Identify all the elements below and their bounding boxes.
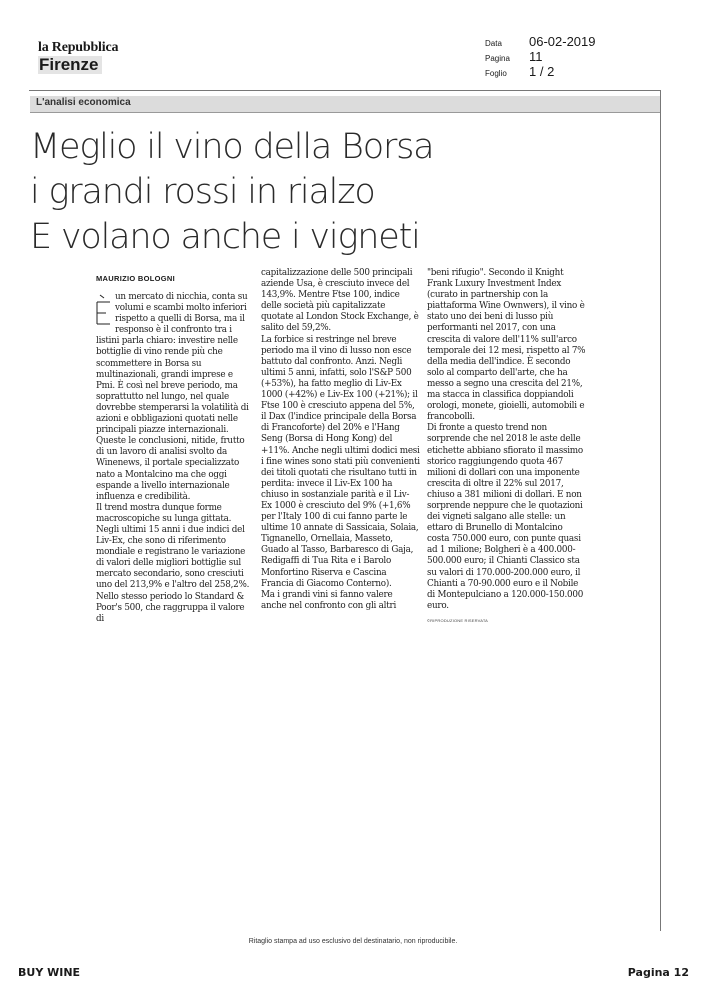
paragraph-text: un mercato di nicchia, conta su volumi e scambi molto inferiori rispetto a quelli di Borsa, ma il responso è il confronto tra i listini parla chiaro: investire nelle bottiglie di vino rende più che scommettere in Borsa su multinazionali, grandi imprese e Pmi. È così nel breve periodo, ma soprattutto nel lungo, nel quale dovrebbe stemperarsi la volatilità di azioni e obbligazioni quotati nelle principali piazze internazionali. <box>96 292 249 436</box>
headline-line-3: E volano anche i vigneti <box>30 217 420 257</box>
article-column-2 <box>261 268 420 612</box>
paragraph: Ma i grandi vini si fanno valere anche nel confronto con gli altri <box>261 589 397 611</box>
paragraph: La forbice si restringe nel breve periodo ma il vino di lusso non esce battuto dal confronto. Anzi. Negli ultimi 5 anni, infatti, solo l'S&P 500 (+53%), ha fatto meglio di Liv-Ex 1000 (+42%) e Liv-Ex 100 (+21%); il Ftse 100 è cresciuto appena del 5%, il Dax (l'indice principale della Borsa di Francoforte) del 20% e l'Hang Seng (Borsa di Hong Kong) del +11%. Anche negli ultimi dodici mesi i fine wines sono stati più convenienti dei titoli quotati che risultano tutti in perdita: invece il Liv-Ex 100 ha chiuso in sostanziale parità e il Liv-Ex 1000 è cresciuto del 9% (+1,6% per l'Italy 100 di cui fanno parte le ultime 10 annate di Sassicaia, Solaia, Tignanello, Ornellaia, Masseto, Guado al Tasso, Barbaresco di Gaja, Redigaffi di Tua Rita e i Barolo Monfortino Riserva e Cascina Francia di Giacomo Conterno). <box>261 334 420 589</box>
meta-date-row <box>485 34 596 49</box>
paragraph: "beni rifugio". Secondo il Knight Frank Luxury Investment Index (curato in partnership con la piattaforma Wine Ownwers), il vino è stato uno dei beni di lusso più performanti nel 2017, con una crescita di valore dell'11% sull'arco temporale dei 12 mesi, rispetto al 7% della media dell'indice. È secondo solo al comparto dell'arte, che ha messo a segno una crescita del 21%, ma stacca in classifica doppiandoli orologi, monete, gioielli, automobili e francobolli. <box>427 268 586 423</box>
masthead-title: la Repubblica <box>38 40 119 55</box>
masthead-logo <box>38 40 118 74</box>
meta-page-value: 11 <box>529 49 543 64</box>
footer-page-number: Pagina 12 <box>627 966 689 979</box>
paragraph <box>96 292 251 436</box>
clipping-meta <box>485 34 596 79</box>
headline <box>30 125 433 260</box>
headline-line-2: i grandi rossi in rialzo <box>30 172 375 212</box>
paragraph: capitalizzazione delle 500 principali aziende Usa, è cresciuto invece del 143,9%. Mentre Ftse 100, indice delle società più capitalizzate quotate al London Stock Exchange, è salito del 59,2%. <box>261 268 419 334</box>
meta-page-label: Pagina <box>485 54 510 63</box>
meta-date-label: Data <box>485 39 502 48</box>
footer-client: BUY WINE <box>18 966 81 979</box>
headline-line-1: Meglio il vino della Borsa <box>30 127 434 167</box>
article-column-3 <box>427 268 587 626</box>
section-bar <box>30 96 660 113</box>
clipping-disclaimer: Ritaglio stampa ad uso esclusivo del destinatario, non riproducibile. <box>248 938 458 945</box>
author-byline: MAURIZIO BOLOGNI <box>96 274 175 283</box>
meta-date-value: 06-02-2019 <box>529 34 596 49</box>
paragraph: Di fronte a questo trend non sorprende che nel 2018 le aste delle etichette abbiano sfiorato il massimo storico raggiungendo quota 467 milioni di dollari con una imponente crescita di oltre il 22% sul 2017, chiuso a 381 milioni di dollari. E non sorprende neppure che le quotazioni dei vigneti salgano alle stelle: un ettaro di Brunello di Montalcino costa 750.000 euro, con punte quasi ad 1 milione; Bolgheri è a 400.000-500.000 euro; il Chianti Classico sta su valori di 170.000-200.000 euro, il Chianti a 70-90.000 euro e il Nobile di Montepulciano a 120.000-150.000 euro. <box>427 423 584 611</box>
meta-page-row <box>485 49 596 64</box>
meta-sheet-value: 1 / 2 <box>529 64 555 79</box>
copyright-notice: ©RIPRODUZIONE RISERVATA <box>427 617 489 623</box>
article-column-1 <box>96 292 251 625</box>
meta-sheet-label: Foglio <box>485 69 507 78</box>
paragraph: Il trend mostra dunque forme macroscopiche su lunga gittata. Negli ultimi 15 anni i due indici del Liv-Ex, che sono di riferimento mondiale e registrano le variazione di valori delle migliori bottiglie sul mercato secondario, sono cresciuti uno del 213,9% e l'altro del 258,2%. Nello stesso periodo lo Standard & Poor's 500, che raggruppa il valore di <box>96 502 250 624</box>
meta-sheet-row <box>485 64 596 79</box>
paragraph: Queste le conclusioni, nitide, frutto di un lavoro di analisi svolto da Winenews, il portale specializzato nato a Montalcino ma che oggi espande a livello internazionale influenza e credibilità. <box>96 436 245 502</box>
dropcap <box>96 293 112 326</box>
section-label: L'analisi economica <box>36 97 131 108</box>
masthead-edition: Firenze <box>38 56 102 74</box>
